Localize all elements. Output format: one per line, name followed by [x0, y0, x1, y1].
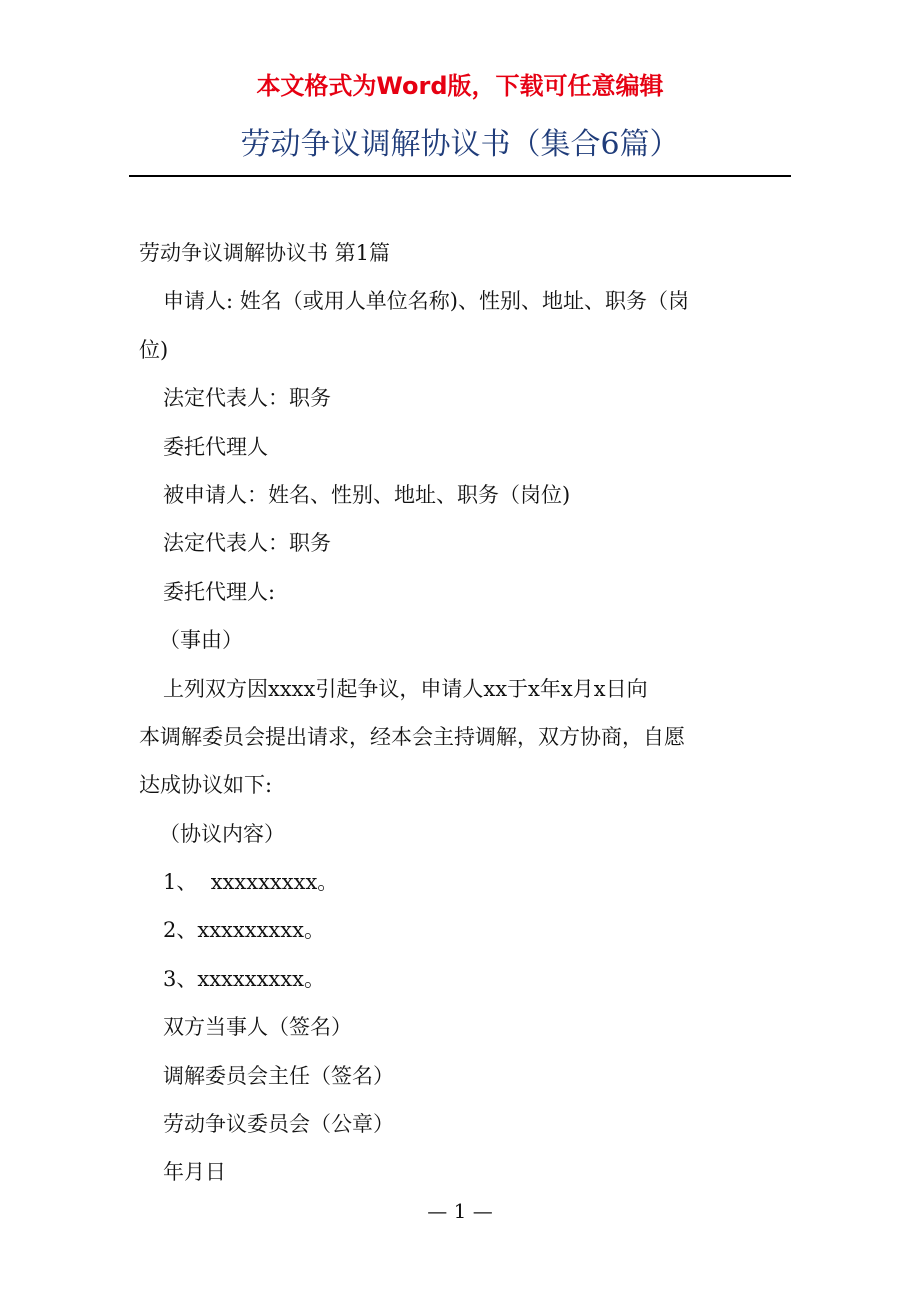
document-body [139, 229, 781, 1197]
committee-seal: 劳动争议委员会（公章） [163, 1112, 394, 1137]
section-title: 劳动争议调解协议书 第1篇 [139, 241, 391, 265]
respondent-representative: 法定代表人：职务 [163, 531, 331, 556]
paragraph-line: 本调解委员会提出请求，经本会主持调解，双方协商，自愿 [139, 724, 685, 749]
format-notice: 本文格式为Word版，下载可任意编辑 [256, 72, 664, 100]
paragraph-line: 达成协议如下: [139, 773, 273, 798]
agreement-item: 3、xxxxxxxxx。 [163, 966, 325, 991]
paragraph-line: 上列双方因xxxx引起争议，申请人xx于x年x月x日向 [163, 676, 648, 701]
date-line: 年月日 [163, 1160, 226, 1185]
applicant-line: 申请人: 姓名（或用人单位名称)、性别、地址、职务（岗 [163, 289, 689, 314]
page-number: — 1 — [427, 1199, 493, 1223]
document-title: 劳动争议调解协议书（集合6篇） [240, 127, 680, 162]
signature-parties: 双方当事人（签名） [163, 1015, 352, 1040]
agreement-item: 2、xxxxxxxxx。 [163, 918, 325, 943]
applicant-agent: 委托代理人 [163, 434, 268, 459]
agreement-heading: （协议内容） [159, 821, 285, 846]
agreement-item: 1、 xxxxxxxxx。 [163, 870, 339, 895]
reason-heading: （事由） [159, 628, 243, 653]
signature-director: 调解委员会主任（签名） [163, 1063, 394, 1088]
respondent-line: 被申请人：姓名、性别、地址、职务（岗位) [163, 482, 571, 507]
title-divider [129, 175, 791, 177]
applicant-representative: 法定代表人：职务 [163, 386, 331, 411]
respondent-agent: 委托代理人: [163, 579, 276, 604]
applicant-line-continued: 位) [139, 337, 169, 362]
